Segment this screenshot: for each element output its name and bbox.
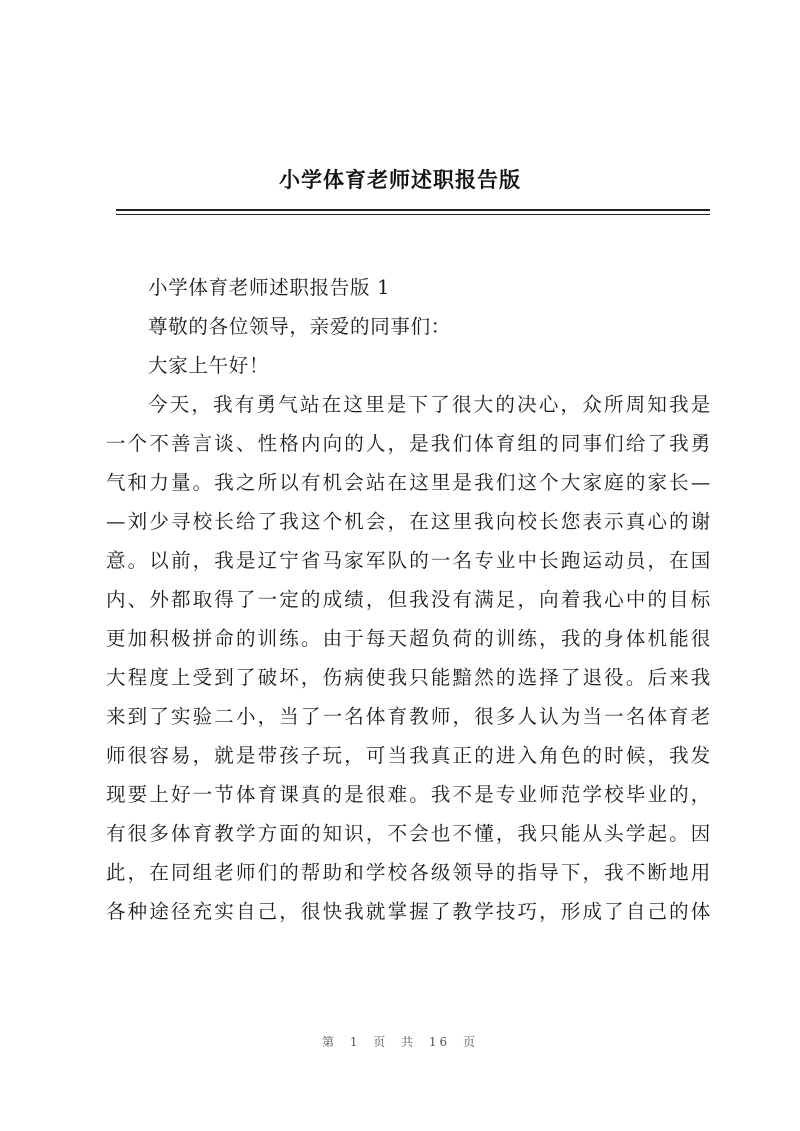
paragraph-line: 来到了实验二小，当了一名体育教师，很多人认为当一名体育老 (106, 705, 711, 728)
paragraph-line: 更加积极拼命的训练。由于每天超负荷的训练，我的身体机能很 (106, 627, 711, 650)
subheading: 小学体育老师述职报告版 1 (148, 276, 391, 299)
paragraph-line: 师很容易，就是带孩子玩，可当我真正的进入角色的时候，我发 (106, 744, 711, 767)
title-rule-thick (116, 209, 710, 211)
paragraph-line: 一个不善言谈、性格内向的人，是我们体育组的同事们给了我勇 (106, 432, 711, 455)
greeting: 大家上午好！ (148, 354, 270, 377)
title-rule-thin (116, 214, 710, 215)
paragraph-line: 有很多体育教学方面的知识，不会也不懂，我只能从头学起。因 (106, 822, 711, 845)
salutation: 尊敬的各位领导，亲爱的同事们： (148, 315, 452, 338)
paragraph-line: 内、外都取得了一定的成绩，但我没有满足，向着我心中的目标 (106, 588, 711, 611)
paragraph-line: 各种途径充实自己，很快我就掌握了教学技巧，形成了自己的体 (106, 900, 711, 923)
paragraph-line: —刘少寻校长给了我这个机会，在这里我向校长您表示真心的谢 (106, 510, 711, 533)
paragraph-line: 气和力量。我之所以有机会站在这里是我们这个大家庭的家长— (106, 471, 711, 494)
paragraph-line: 现要上好一节体育课真的是很难。我不是专业师范学校毕业的， (106, 783, 711, 806)
document-body (106, 268, 711, 931)
paragraph-line: 此，在同组老师们的帮助和学校各级领导的指导下，我不断地用 (106, 861, 711, 884)
paragraph-line: 今天，我有勇气站在这里是下了很大的决心，众所周知我是 (148, 393, 711, 416)
paragraph-line: 意。以前，我是辽宁省马家军队的一名专业中长跑运动员，在国 (106, 549, 711, 572)
paragraph-line: 大程度上受到了破坏，伤病使我只能黯然的选择了退役。后来我 (106, 666, 711, 689)
document-title: 小学体育老师述职报告版 (279, 168, 521, 192)
page-footer: 第 1 页 共 16 页 (322, 1035, 478, 1049)
